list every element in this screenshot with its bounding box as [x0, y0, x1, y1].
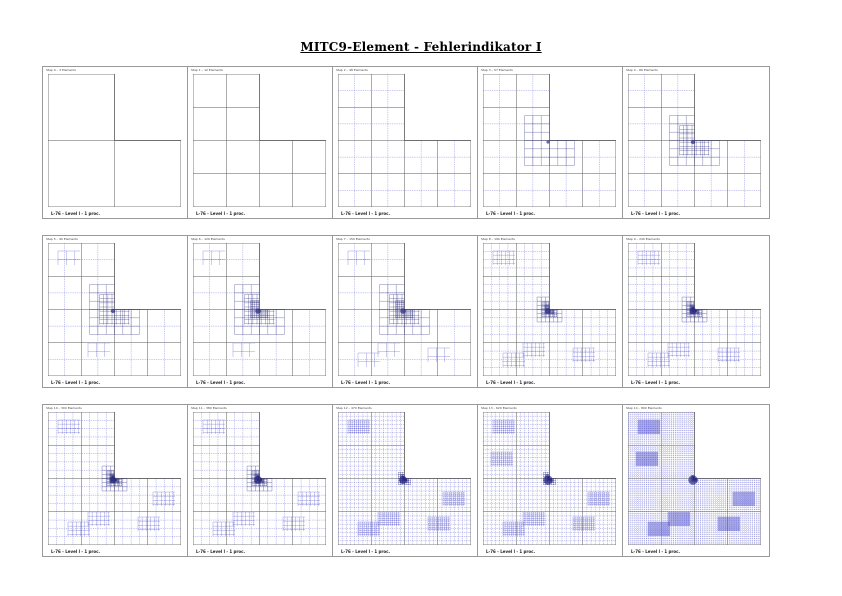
mesh-panel: [332, 404, 480, 557]
panel-footer: L-76 - Level l - 1 proc.: [196, 380, 246, 385]
mesh-panel: [477, 404, 625, 557]
panel-footer: L-76 - Level l - 1 proc.: [631, 380, 681, 385]
panel-footer: L-76 - Level l - 1 proc.: [486, 380, 536, 385]
panel-header: Step 10 – 300 Elements: [46, 406, 82, 410]
panel-footer: L-76 - Level l - 1 proc.: [51, 549, 101, 554]
panel-footer: L-76 - Level l - 1 proc.: [631, 549, 681, 554]
singularity-marker: [399, 476, 407, 484]
mesh-plot: [193, 243, 326, 376]
mesh-plot: [338, 412, 471, 545]
singularity-marker: [110, 477, 117, 484]
mesh-plot: [628, 243, 761, 376]
mesh-panel: [42, 404, 190, 557]
mesh-plot: [483, 74, 616, 207]
singularity-marker: [545, 308, 551, 314]
panel-header: Step 8 – 190 Elements: [481, 237, 515, 241]
mesh-panel: [332, 66, 480, 219]
panel-header: Step 7 – 150 Elements: [336, 237, 370, 241]
panel-header: Step 1 – 12 Elements: [191, 68, 223, 72]
panel-header: Step 12 – 470 Elements: [336, 406, 372, 410]
mesh-plot: [48, 74, 181, 207]
panel-footer: L-76 - Level l - 1 proc.: [341, 380, 391, 385]
mesh-panel: [42, 235, 190, 388]
mesh-panel: [187, 404, 335, 557]
mesh-panel: [477, 235, 625, 388]
panel-footer: L-76 - Level l - 1 proc.: [196, 211, 246, 216]
mesh-panel: [622, 66, 770, 219]
panel-header: Step 6 – 120 Elements: [191, 237, 225, 241]
panel-footer: L-76 - Level l - 1 proc.: [341, 211, 391, 216]
singularity-marker: [543, 475, 552, 484]
mesh-plot: [628, 74, 761, 207]
mesh-plot: [338, 243, 471, 376]
singularity-marker: [691, 140, 695, 144]
panel-header: Step 0 – 3 Elements: [46, 68, 76, 72]
corner-refinement: [688, 475, 697, 484]
singularity-marker: [111, 309, 115, 313]
panel-header: Step 4 – 66 Elements: [626, 68, 658, 72]
mesh-panel: [187, 235, 335, 388]
panel-header: Step 9 – 240 Elements: [626, 237, 660, 241]
mesh-plot: [483, 412, 616, 545]
mesh-plot: [48, 243, 181, 376]
panel-footer: L-76 - Level l - 1 proc.: [486, 549, 536, 554]
panel-header: Step 13 – 620 Elements: [481, 406, 517, 410]
mesh-plot: [338, 74, 471, 207]
panel-footer: L-76 - Level l - 1 proc.: [486, 211, 536, 216]
mesh-panel: [187, 66, 335, 219]
singularity-marker: [254, 476, 262, 484]
singularity-marker: [255, 308, 261, 314]
mesh-plot: [48, 412, 181, 545]
mesh-plot: [193, 74, 326, 207]
mesh-plot: [193, 412, 326, 545]
panel-footer: L-76 - Level l - 1 proc.: [631, 211, 681, 216]
mesh-plot: [628, 412, 761, 545]
page-title: MITC9-Element - Fehlerindikator I: [300, 40, 542, 54]
panel-footer: L-76 - Level l - 1 proc.: [341, 549, 391, 554]
mesh-panel: [622, 404, 770, 557]
panel-footer: L-76 - Level l - 1 proc.: [51, 211, 101, 216]
mesh-panel: [477, 66, 625, 219]
mesh-panel: [42, 66, 190, 219]
mesh-plot: [483, 243, 616, 376]
panel-header: Step 14 – 800 Elements: [626, 406, 662, 410]
singularity-marker: [546, 140, 549, 143]
panel-header: Step 2 – 48 Elements: [336, 68, 368, 72]
panel-footer: L-76 - Level l - 1 proc.: [196, 549, 246, 554]
panel-footer: L-76 - Level l - 1 proc.: [51, 380, 101, 385]
mesh-panel: [622, 235, 770, 388]
mesh-panel: [332, 235, 480, 388]
singularity-marker: [690, 308, 697, 315]
panel-header: Step 5 – 90 Elements: [46, 237, 78, 241]
panel-header: Step 3 – 57 Elements: [481, 68, 513, 72]
singularity-marker: [400, 308, 406, 314]
panel-header: Step 11 – 380 Elements: [191, 406, 227, 410]
singularity-marker: [688, 475, 697, 484]
